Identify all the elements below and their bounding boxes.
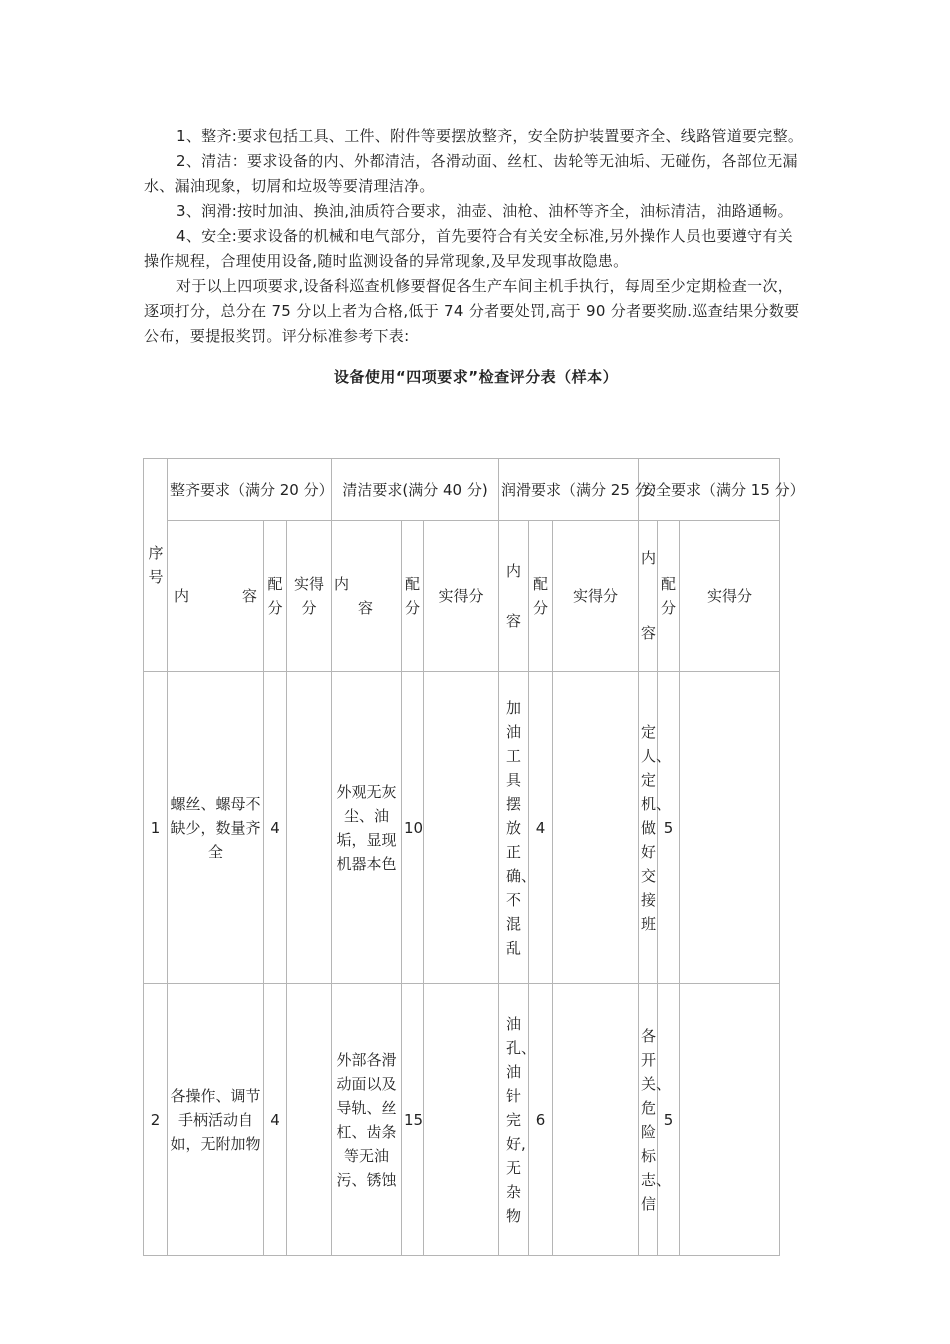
row-seq: 2 <box>144 984 168 1256</box>
cleanliness-score: 15 <box>402 984 424 1256</box>
cleanliness-actual[interactable] <box>424 672 499 984</box>
table-row <box>144 984 780 1256</box>
paragraph-lubrication: 3、润滑:按时加油、换油,油质符合要求，油壶、油枪、油杯等齐全，油标清洁，油路通畅。 <box>176 202 793 220</box>
group-header-safety: 安全要求（满分 15 分） <box>639 459 780 521</box>
safety-actual[interactable] <box>680 672 780 984</box>
cleanliness-score: 10 <box>402 672 424 984</box>
lubrication-content: 油孔、油针完好,无杂物 <box>499 984 529 1256</box>
sub-header-lubrication-actual: 实得分 <box>553 521 639 672</box>
sub-header-tidiness-content: 内 容 <box>168 521 264 672</box>
table-sub-header-row <box>144 521 780 672</box>
tidiness-score: 4 <box>264 984 287 1256</box>
sub-header-lubrication-content: 内容 <box>499 521 529 672</box>
cleanliness-actual[interactable] <box>424 984 499 1256</box>
paragraph-safety: 4、安全:要求设备的机械和电气部分，首先要符合有关安全标准,另外操作人员也要遵守有关操作规程，合理使用设备,随时监测设备的异常现象,及早发现事故隐患。 <box>144 227 793 270</box>
sub-header-safety-content: 内容 <box>639 521 658 672</box>
safety-score: 5 <box>658 672 680 984</box>
group-header-cleanliness: 清洁要求(满分 40 分) <box>332 459 499 521</box>
safety-actual[interactable] <box>680 984 780 1256</box>
safety-content: 定人、定机、做好交接班 <box>639 672 658 984</box>
cleanliness-content: 外观无灰尘、油垢，显现机器本色 <box>332 672 402 984</box>
row-seq: 1 <box>144 672 168 984</box>
tidiness-score: 4 <box>264 672 287 984</box>
tidiness-content: 螺丝、螺母不缺少，数量齐全 <box>168 672 264 984</box>
lubrication-score: 6 <box>529 984 553 1256</box>
sub-header-cleanliness-actual: 实得分 <box>424 521 499 672</box>
sub-header-safety-score: 配分 <box>658 521 680 672</box>
table-title: 设备使用“四项要求”检查评分表（样本） <box>333 368 619 386</box>
group-header-lubrication: 润滑要求（满分 25 分） <box>499 459 639 521</box>
tidiness-actual[interactable] <box>287 984 332 1256</box>
sub-header-lubrication-score: 配分 <box>529 521 553 672</box>
paragraph-cleanliness: 2、清洁：要求设备的内、外都清洁，各滑动面、丝杠、齿轮等无油垢、无碰伤，各部位无漏水、漏油现象，切屑和垃圾等要清理洁净。 <box>144 152 798 195</box>
seq-header: 序号 <box>144 459 168 672</box>
table-group-header-row <box>144 459 780 521</box>
paragraph-inspection: 对于以上四项要求,设备科巡查机修要督促各生产车间主机手执行，每周至少定期检查一次，逐项打分，总分在 75 分以上者为合格,低于 74 分者要处罚,高于 90 分者要奖励.巡查结果分数要公布，要提报奖罚。评分标准参考下表: <box>144 277 800 345</box>
sub-header-cleanliness-content: 内 容 <box>332 521 402 672</box>
group-header-tidiness: 整齐要求（满分 20 分） <box>168 459 332 521</box>
sub-header-tidiness-score: 配分 <box>264 521 287 672</box>
cleanliness-content: 外部各滑动面以及导轨、丝杠、齿条等无油污、锈蚀 <box>332 984 402 1256</box>
table-row <box>144 672 780 984</box>
sub-header-cleanliness-score: 配分 <box>402 521 424 672</box>
tidiness-content: 各操作、调节手柄活动自如，无附加物 <box>168 984 264 1256</box>
safety-score: 5 <box>658 984 680 1256</box>
score-table <box>143 458 805 1256</box>
lubrication-score: 4 <box>529 672 553 984</box>
document-body <box>144 124 808 405</box>
safety-content: 各开关、危险标志、信 <box>639 984 658 1256</box>
lubrication-content: 加油工具摆放正确、不混乱 <box>499 672 529 984</box>
paragraph-tidiness: 1、整齐:要求包括工具、工件、附件等要摆放整齐，安全防护装置要齐全、线路管道要完整。 <box>176 127 804 145</box>
sub-header-safety-actual: 实得分 <box>680 521 780 672</box>
tidiness-actual[interactable] <box>287 672 332 984</box>
lubrication-actual[interactable] <box>553 984 639 1256</box>
lubrication-actual[interactable] <box>553 672 639 984</box>
sub-header-tidiness-actual: 实得分 <box>287 521 332 672</box>
